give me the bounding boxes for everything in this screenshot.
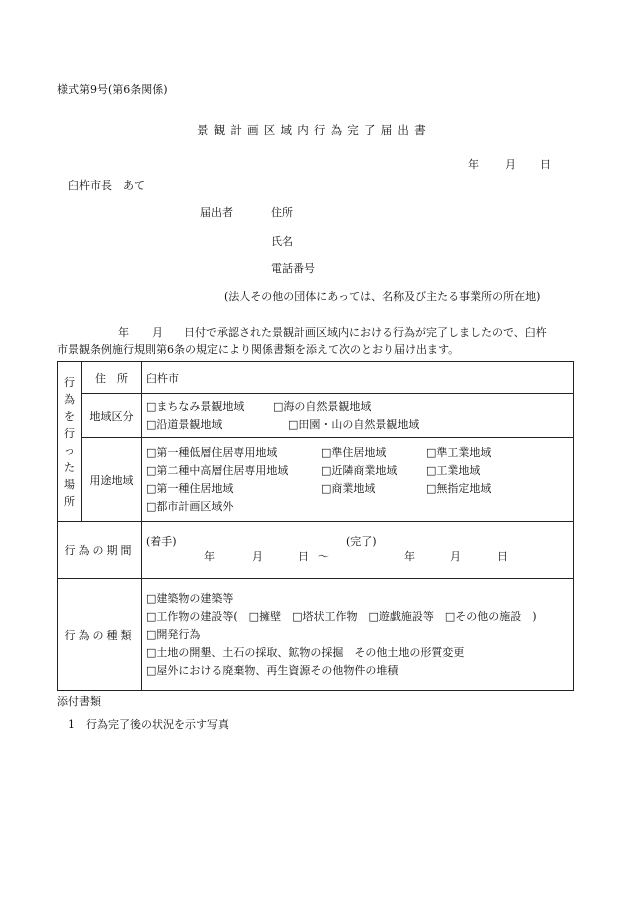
corporate-note: (法人その他の団体にあっては、名称及び主たる事業所の所在地) <box>224 290 541 303</box>
period-start-label: (着手) <box>146 535 177 548</box>
period-end-label: (完了) <box>346 535 377 548</box>
kind-option[interactable]: □開発行為 <box>146 627 201 641</box>
address-row-label: 住 所 <box>82 362 142 394</box>
date-year-label: 年 <box>468 158 479 171</box>
form-table <box>57 361 574 691</box>
zoning-option[interactable]: □無指定地域 <box>426 481 492 495</box>
zoning-option[interactable]: □工業地域 <box>426 463 481 477</box>
body-text-line2: 市景観条例施行規則第6条の規定により関係書類を添えて次のとおり届け出ます。 <box>57 343 460 356</box>
zoning-options <box>142 438 574 522</box>
period-tilde: 〜 <box>318 550 329 563</box>
area-options <box>142 394 574 438</box>
kind-option[interactable]: □建築物の建築等 <box>146 591 234 605</box>
zoning-option[interactable]: □都市計画区域外 <box>146 499 234 513</box>
zoning-option[interactable]: □第二種中高層住居専用地域 <box>146 463 289 477</box>
attachments-heading: 添付書類 <box>57 695 101 708</box>
page-title: 景観計画区域内行為完了届出書 <box>197 123 431 137</box>
attachment-item: 1 行為完了後の状況を示す写真 <box>68 718 229 731</box>
area-row-label: 地域区分 <box>82 394 142 438</box>
start-day-label[interactable]: 日 <box>298 550 309 563</box>
start-month-label[interactable]: 月 <box>252 550 263 563</box>
zoning-option[interactable]: □近隣商業地域 <box>321 463 398 477</box>
kind-option[interactable]: □屋外における廃棄物、再生資源その他物件の堆積 <box>146 663 399 677</box>
form-number: 様式第9号(第6条関係) <box>57 83 168 96</box>
address-label: 住所 <box>271 206 293 219</box>
kind-row-label: 行為の種類 <box>58 579 142 691</box>
zoning-option[interactable]: □商業地域 <box>321 481 376 495</box>
area-option[interactable]: □海の自然景観地域 <box>273 399 372 413</box>
zoning-row-label: 用途地域 <box>82 438 142 522</box>
addressee: 臼杵市長 あて <box>68 179 145 192</box>
notifier-label: 届出者 <box>200 206 233 219</box>
end-month-label[interactable]: 月 <box>450 550 461 563</box>
phone-label: 電話番号 <box>271 262 315 275</box>
zoning-option[interactable]: □準工業地域 <box>426 445 492 459</box>
kind-options <box>142 579 574 691</box>
approval-month-label: 月 <box>152 326 163 339</box>
kind-option[interactable]: □土地の開墾、土石の採取、鉱物の採掘 その他土地の形質変更 <box>146 645 465 659</box>
kind-option[interactable]: □工作物の建設等( □擁壁 □塔状工作物 □遊戯施設等 □その他の施設 ) <box>146 609 537 623</box>
name-label: 氏名 <box>271 235 293 248</box>
area-option[interactable]: □沿道景観地域 <box>146 417 223 431</box>
end-year-label[interactable]: 年 <box>404 550 415 563</box>
start-year-label[interactable]: 年 <box>204 550 215 563</box>
area-option[interactable]: □まちなみ景観地域 <box>146 399 245 413</box>
approval-year-label: 年 <box>118 326 129 339</box>
date-month-label: 月 <box>505 158 516 171</box>
place-vertical-label: 行 為 を 行 っ た 場 所 <box>58 362 82 522</box>
zoning-option[interactable]: □第一種低層住居専用地域 <box>146 445 278 459</box>
zoning-option[interactable]: □第一種住居地域 <box>146 481 234 495</box>
period-cell <box>142 522 574 579</box>
body-text-line1: 日付で承認された景観計画区域内における行為が完了しましたので、臼杵 <box>184 326 547 339</box>
period-row-label: 行為の期間 <box>58 522 142 579</box>
area-option[interactable]: □田園・山の自然景観地域 <box>288 417 420 431</box>
address-value: 臼杵市 <box>142 362 574 394</box>
end-day-label[interactable]: 日 <box>497 550 508 563</box>
zoning-option[interactable]: □準住居地域 <box>321 445 387 459</box>
date-day-label: 日 <box>540 158 551 171</box>
